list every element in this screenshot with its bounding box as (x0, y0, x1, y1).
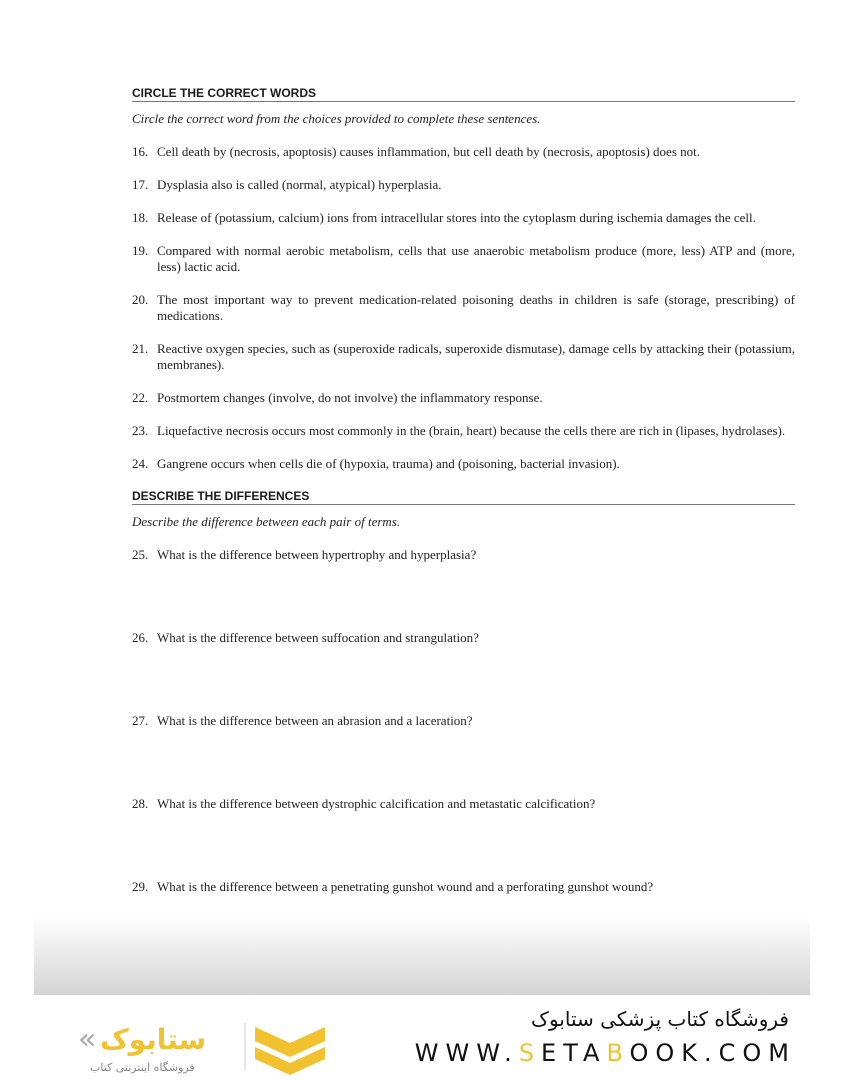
item-text: What is the difference between dystrophic calcification and metastatic calcification? (157, 796, 596, 811)
item-number: 20. (132, 292, 149, 307)
item-text: Postmortem changes (involve, do not involve) the inflammatory response. (157, 390, 543, 405)
item-number: 27. (132, 713, 149, 728)
item-number: 21. (132, 341, 149, 356)
worksheet-content (132, 86, 795, 962)
section-instruction: Describe the difference between each pair of terms. (132, 514, 401, 529)
item-text: What is the difference between suffocation and strangulation? (157, 630, 479, 645)
question-item (132, 144, 795, 160)
question-item (132, 796, 795, 879)
question-item (132, 210, 795, 226)
item-text: Compared with normal aerobic metabolism, cells that use anaerobic metabolism produce (more, less) ATP and (more, less) lactic acid. (157, 243, 795, 274)
item-number: 23. (132, 423, 149, 438)
item-number: 17. (132, 177, 149, 192)
logo-text: ستابوک (100, 1023, 207, 1056)
item-number: 29. (132, 879, 149, 894)
svg-text:«: « (78, 1022, 97, 1057)
section-heading-circle: CIRCLE THE CORRECT WORDS (132, 86, 795, 102)
item-text: What is the difference between hypertrophy and hyperplasia? (157, 547, 477, 562)
store-url[interactable]: WWW.SETABOOK.COM (414, 1039, 796, 1067)
question-item (132, 390, 795, 406)
item-number: 19. (132, 243, 149, 258)
item-number: 22. (132, 390, 149, 405)
item-text: Reactive oxygen species, such as (superoxide radicals, superoxide dismutase), damage cells by attacking their (potassium, membranes). (157, 341, 795, 372)
question-item (132, 243, 795, 275)
question-item (132, 879, 795, 962)
footer-banner (0, 995, 844, 1080)
question-item (132, 341, 795, 373)
item-text: Release of (potassium, calcium) ions from intracellular stores into the cytoplasm during ischemia damages the cell. (157, 210, 756, 225)
item-number: 25. (132, 547, 149, 562)
item-text: The most important way to prevent medication-related poisoning deaths in children is safe (storage, prescribing) of medications. (157, 292, 795, 323)
item-text: Dysplasia also is called (normal, atypical) hyperplasia. (157, 177, 442, 192)
item-text: Cell death by (necrosis, apoptosis) causes inflammation, but cell death by (necrosis, apoptosis) does not. (157, 144, 700, 159)
question-item (132, 423, 795, 439)
item-number: 24. (132, 456, 149, 471)
section-heading-describe: DESCRIBE THE DIFFERENCES (132, 489, 795, 505)
item-text: Gangrene occurs when cells die of (hypoxia, trauma) and (poisoning, bacterial invasion). (157, 456, 620, 471)
logo-subtitle: فروشگاه اینترنتی کتاب (90, 1061, 195, 1074)
item-number: 26. (132, 630, 149, 645)
describe-items-list (132, 547, 795, 962)
question-item (132, 292, 795, 324)
item-number: 28. (132, 796, 149, 811)
setabook-logo (70, 1015, 340, 1075)
item-text: What is the difference between an abrasion and a laceration? (157, 713, 473, 728)
item-text: What is the difference between a penetrating gunshot wound and a perforating gunshot wound? (157, 879, 654, 894)
question-item (132, 630, 795, 713)
section-instruction: Circle the correct word from the choices provided to complete these sentences. (132, 111, 541, 126)
question-item (132, 713, 795, 796)
item-text: Liquefactive necrosis occurs most commonly in the (brain, heart) because the cells there are rich in (lipases, hydrolases). (157, 423, 786, 438)
item-number: 16. (132, 144, 149, 159)
question-item (132, 547, 795, 630)
question-item (132, 177, 795, 193)
circle-items-list (132, 144, 795, 472)
question-item (132, 456, 795, 472)
item-number: 18. (132, 210, 149, 225)
store-name: فروشگاه کتاب پزشکی ستابوک (531, 1007, 789, 1031)
